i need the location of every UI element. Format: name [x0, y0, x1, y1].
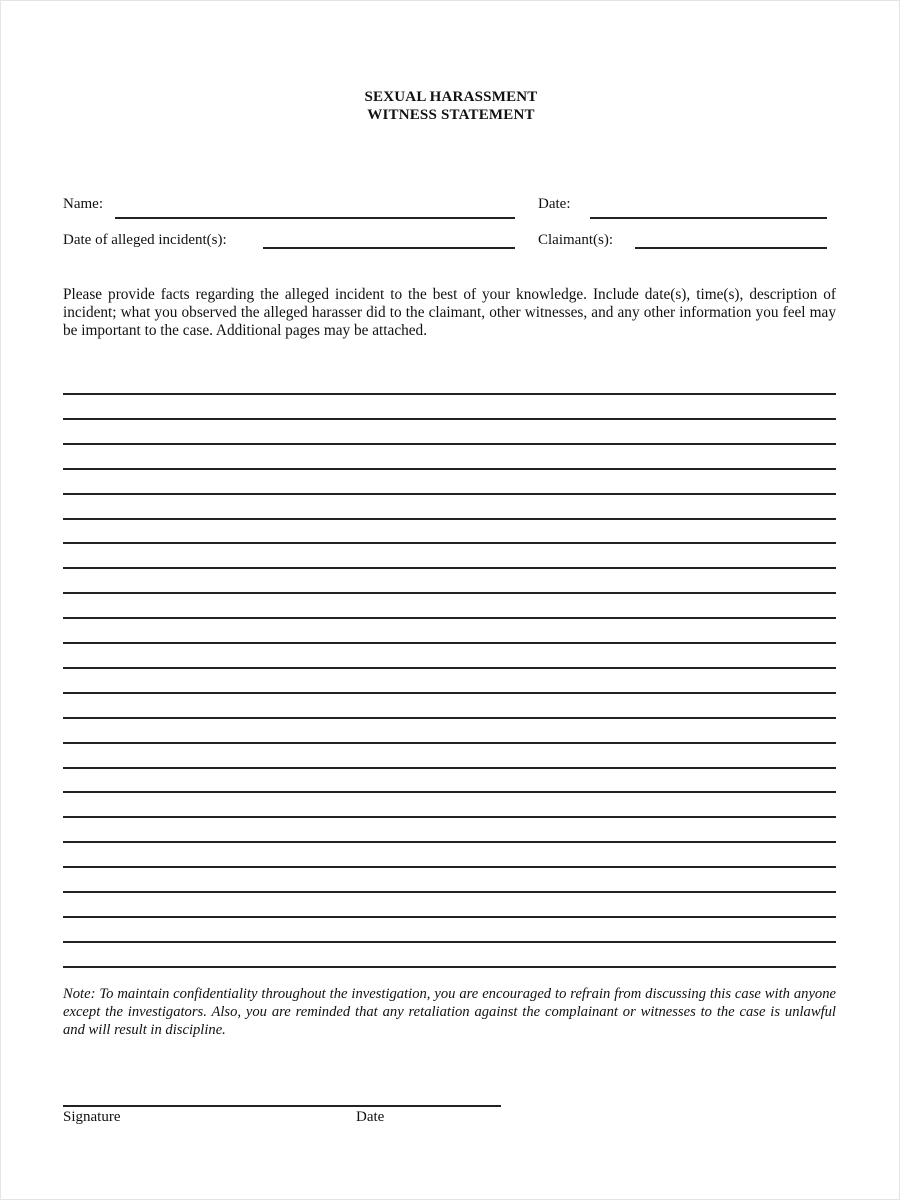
name-label: Name: [63, 196, 103, 212]
date-underline [590, 217, 827, 219]
statement-line[interactable] [63, 866, 836, 868]
incident-date-underline [263, 247, 515, 249]
confidentiality-note: Note: To maintain confidentiality throughout the investigation, you are encouraged to refrain from discussing this case with anyone except the investigators. Also, you are reminded that any retaliation against the complainant or witnesses to the case is unlawful and will result in discipline. [63, 986, 836, 1038]
name-underline [115, 217, 515, 219]
statement-line[interactable] [63, 468, 836, 470]
statement-line[interactable] [63, 393, 836, 395]
statement-line[interactable] [63, 717, 836, 719]
claimant-underline [635, 247, 827, 249]
form-title-line1: SEXUAL HARASSMENT [364, 89, 538, 105]
form-title-line2: WITNESS STATEMENT [367, 107, 535, 123]
name-field[interactable] [115, 199, 519, 219]
statement-line[interactable] [63, 617, 836, 619]
statement-line[interactable] [63, 642, 836, 644]
statement-line[interactable] [63, 841, 836, 843]
statement-line[interactable] [63, 592, 836, 594]
date-label: Date: [538, 196, 571, 212]
claimant-label: Claimant(s): [538, 232, 613, 248]
date-field[interactable] [590, 199, 831, 219]
statement-line[interactable] [63, 692, 836, 694]
statement-line[interactable] [63, 418, 836, 420]
statement-line[interactable] [63, 791, 836, 793]
signature-label: Signature [63, 1109, 121, 1125]
signature-date-label: Date [356, 1109, 385, 1125]
statement-line[interactable] [63, 941, 836, 943]
statement-line[interactable] [63, 443, 836, 445]
statement-line[interactable] [63, 816, 836, 818]
statement-line[interactable] [63, 493, 836, 495]
statement-line[interactable] [63, 518, 836, 520]
instructions-text: Please provide facts regarding the alleged incident to the best of your knowledge. Include date(s), time(s), description of incident; what you observed the alleged harasser did to the claimant, other witnesses, and any other information you feel may be important to the case. Additional pages may be attached. [63, 286, 836, 339]
statement-line[interactable] [63, 767, 836, 769]
incident-date-label: Date of alleged incident(s): [63, 232, 227, 248]
statement-line[interactable] [63, 667, 836, 669]
statement-line[interactable] [63, 916, 836, 918]
statement-line[interactable] [63, 742, 836, 744]
signature-line[interactable] [63, 1105, 501, 1107]
statement-line[interactable] [63, 567, 836, 569]
statement-line[interactable] [63, 891, 836, 893]
statement-line[interactable] [63, 966, 836, 968]
statement-line[interactable] [63, 542, 836, 544]
